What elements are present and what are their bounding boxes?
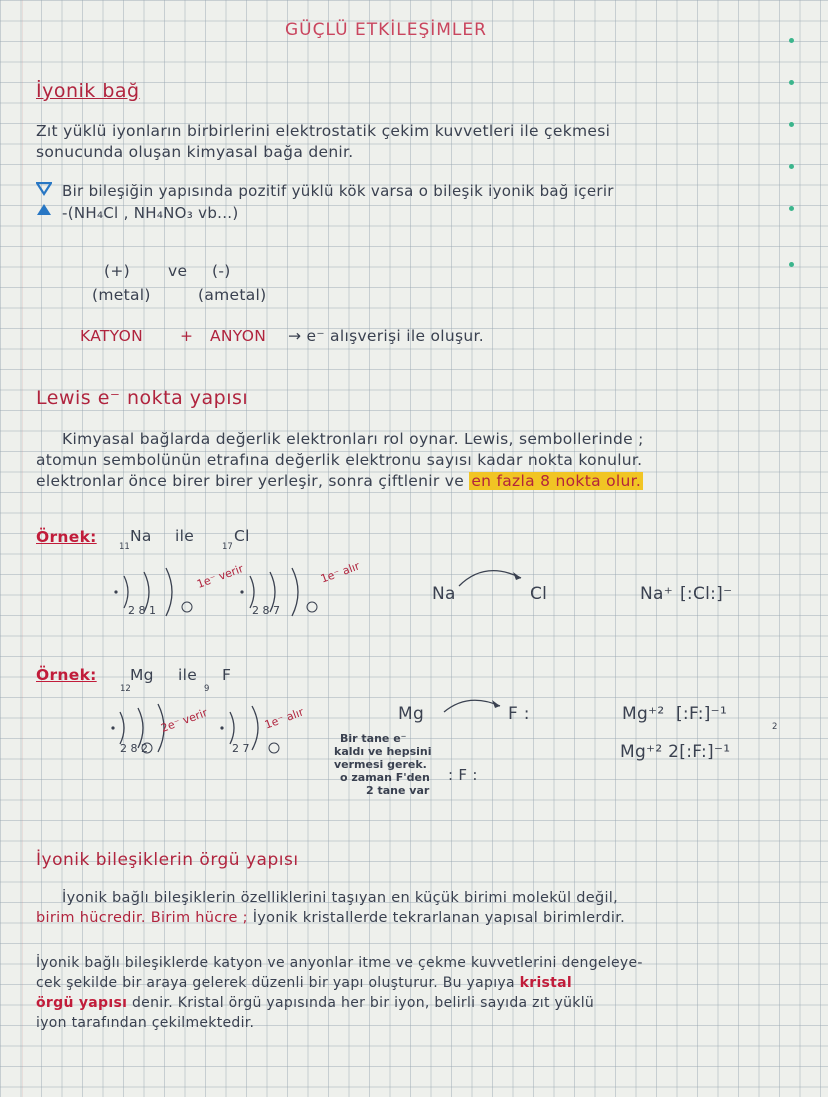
ionic-note-line-2: -(NH₄Cl , NH₄NO₃ vb...) [62,204,239,222]
na-symbol: Na [130,527,152,545]
cl-takes-electron-note: 1e⁻ alır [318,559,362,586]
result-na-cation: Na⁺ [640,584,674,604]
lattice-p2-line-1: İyonik bağlı bileşiklerde katyon ve anyonlar itme ve çekme kuvvetlerini dengeleye- [36,955,643,971]
mg-shells: 2 8 2 [120,742,148,755]
cl-shells: 2 8 7 [252,604,280,617]
unit-cell-definition-term: Birim hücre ; [150,910,248,926]
na-gives-electron-note: 1e⁻ verir [195,562,246,591]
electron-exchange-text: → e⁻ alışverişi ile oluşur. [288,327,485,345]
lattice-structure-term: örgü yapısı [36,995,128,1011]
plus-label: + [180,327,194,345]
mg-symbol: Mg [130,666,154,684]
result-1-f-anion: [:F:]⁻¹ [676,704,728,724]
ionic-note-line-1: Bir bileşiğin yapısında pozitif yüklü kök varsa o bileşik iyonik bağ içerir [62,182,614,200]
warning-triangle-icon [36,182,52,218]
binding-hole-dot [789,164,794,169]
lewis-text-line-1: Kimyasal bağlarda değerlik elektronları rol oynar. Lewis, sembollerinde ; [62,430,644,448]
page-title: GÜÇLÜ ETKİLEŞİMLER [285,20,487,40]
explanation-line-4: o zaman F'den [340,771,430,784]
lattice-heading: İyonik bileşiklerin örgü yapısı [36,850,299,870]
result-1-mg-cation: Mg⁺² [622,704,665,724]
positive-sign-label: (+) [104,262,130,280]
result-2-formula: Mg⁺² 2[:F:]⁻¹ [620,742,731,762]
ionic-definition-line-2: sonucunda oluşan kimyasal bağa denir. [36,143,354,161]
lattice-p1-line-1: İyonik bağlı bileşiklerin özelliklerini taşıyan en küçük birimi molekül değil, [62,890,619,906]
explanation-line-2: kaldı ve hepsini [334,745,432,758]
and-label: ve [168,262,188,280]
lewis-heading: Lewis e⁻ nokta yapısı [36,387,249,409]
result-1-subscript: 2 [772,722,778,732]
metal-label: (metal) [92,286,151,304]
unit-cell-term: birim hücredir. [36,910,146,926]
binding-hole-dot [789,122,794,127]
electron-transfer-arrow-2 [440,692,510,718]
binding-hole-dot [789,38,794,43]
ionic-bond-heading: İyonik bağ [36,80,140,102]
ametal-label: (ametal) [198,286,267,304]
electron-transfer-arrow-1 [455,560,535,590]
f-shells: 2 7 [232,742,250,755]
cation-label: KATYON [80,327,143,345]
lattice-p2-line-4: iyon tarafından çekilmektedir. [36,1015,255,1031]
example-1-ile: ile [175,527,195,545]
anion-label: ANYON [210,327,267,345]
f-takes-electron-note: 1e⁻ alır [262,705,306,732]
lattice-p2-line-2-text: cek şekilde bir araya gelerek düzenli bir yapı oluşturur. Bu yapıya [36,975,515,991]
ionic-definition-line-1: Zıt yüklü iyonların birbirlerini elektrostatik çekim kuvvetleri ile çekmesi [36,122,611,140]
explanation-line-3: vermesi gerek. [334,758,427,771]
lewis-cl: Cl [530,584,548,604]
na-shells: 2 8 1 [128,604,156,617]
example-2-label: Örnek: [36,666,97,684]
example-2-ile: ile [178,666,198,684]
explanation-line-1: Bir tane e⁻ [340,732,407,745]
na-atomic-number: 11 [119,542,130,552]
binding-hole-dot [789,80,794,85]
result-cl-anion: [:Cl:]⁻ [680,584,733,604]
second-fluorine: : F : [448,766,478,784]
mg-gives-electrons-note: 2e⁻ verir [159,706,210,735]
lewis-text-line-2: atomun sembolünün etrafına değerlik elektronu sayısı kadar nokta konulur. [36,451,643,469]
lewis-text-line-3 [36,472,643,490]
lattice-p2-line-3-text: denir. Kristal örgü yapısında her bir iyon, belirli sayıda zıt yüklü [131,995,595,1011]
explanation-line-5: 2 tane var [366,784,430,797]
example-1-label: Örnek: [36,528,97,546]
f-symbol: F [222,666,232,684]
binding-hole-dot [789,262,794,267]
cl-atomic-number: 17 [222,542,233,552]
page-margin [22,0,23,1097]
negative-sign-label: (-) [212,262,231,280]
f-atomic-number: 9 [204,684,210,694]
unit-cell-definition: İyonik kristallerde tekrarlanan yapısal birimlerdir. [252,910,626,926]
binding-hole-dot [789,206,794,211]
lattice-p2-line-2 [36,975,572,991]
lewis-mg: Mg [398,704,425,724]
lattice-p2-line-3 [36,995,594,1011]
lewis-text-line-3-start: elektronlar önce birer birer yerleşir, sonra çiftlenir ve [36,472,465,490]
crystal-term: kristal [519,975,573,991]
lewis-f: F : [508,704,530,724]
lattice-p1-line-2 [36,910,625,926]
cl-symbol: Cl [234,527,250,545]
mg-atomic-number: 12 [120,684,131,694]
lewis-na: Na [432,584,456,604]
max-eight-dots-highlight: en fazla 8 nokta olur. [471,472,642,490]
